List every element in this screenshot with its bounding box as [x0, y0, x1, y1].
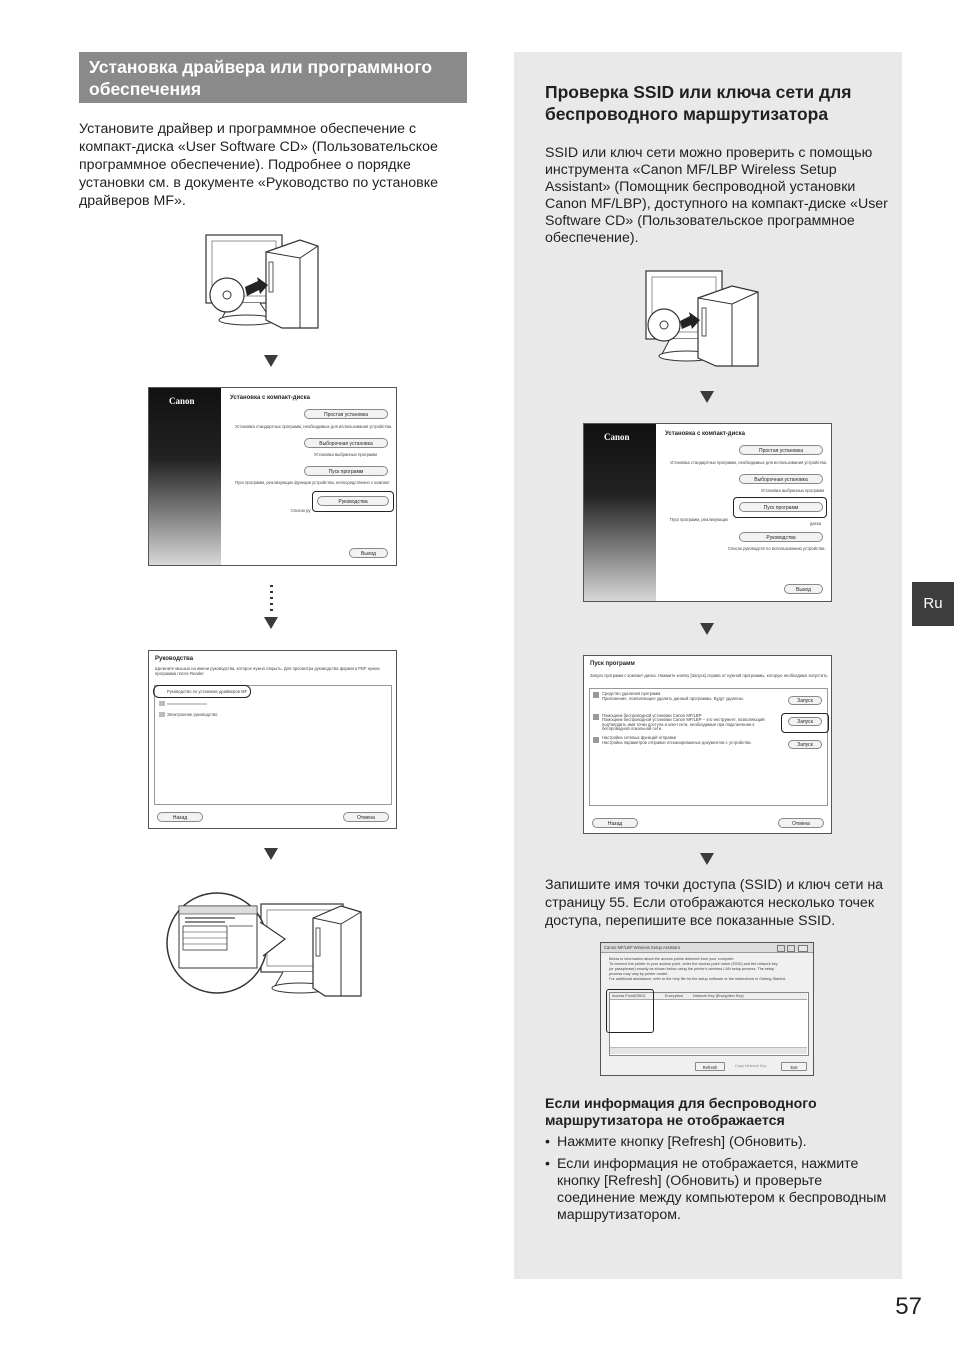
start-program-desc: Пуск программ, реализующих [670, 517, 729, 522]
right-paragraph: SSID или ключ сети можно проверить с помощью инструмента «Canon MF/LBP Wireless Setup Assistant» (Помощник беспроводной установки Canon MF/LBP), доступного на компакт-диске «User Software CD» (Пользовательское программное обеспечение). [545, 145, 888, 246]
custom-install-desc: Установка выбранных программ [761, 488, 825, 493]
custom-install-desc: Установка выбранных программ [314, 452, 378, 457]
step-arrow [264, 355, 278, 367]
cd-installer-window [583, 423, 832, 602]
dotted-connector [270, 585, 273, 615]
language-tab: Ru [912, 582, 954, 626]
manuals-desc: Список ру [291, 508, 311, 513]
insert-cd-illustration [640, 268, 760, 368]
start-programs-window [583, 655, 832, 834]
column-encryption[interactable]: Encryption [665, 994, 683, 998]
wireless-info-line-2: To connect the printer to your access point, enter the access point name (SSID) and the network key [609, 962, 778, 966]
easy-install-button[interactable]: Простая установка [739, 445, 823, 455]
maximize-icon[interactable] [787, 945, 795, 952]
step-arrow [700, 853, 714, 865]
canon-logo: Canon [604, 432, 630, 442]
manuals-button[interactable]: Руководства [317, 496, 389, 506]
custom-install-button[interactable]: Выборочная установка [739, 474, 823, 484]
back-button[interactable]: Назад [157, 812, 203, 822]
installer-title: Установка с компакт-диска [665, 431, 745, 437]
manuals-button[interactable]: Руководства [739, 532, 823, 542]
start-program-desc: Пуск программ, реализующих функции устройства, непосредственно с компакт [235, 480, 390, 485]
highlight-frame [312, 491, 394, 512]
close-icon[interactable] [798, 945, 808, 952]
cd-installer-window [148, 387, 397, 566]
wireless-setup-window [600, 942, 814, 1076]
horizontal-scrollbar[interactable] [610, 1047, 807, 1054]
manual-item-placeholder [167, 703, 207, 705]
insert-cd-illustration [200, 232, 320, 332]
exit-button[interactable]: Выход [784, 584, 823, 594]
wireless-icon [593, 714, 599, 720]
copy-network-key-button[interactable]: Copy Network Key [735, 1064, 767, 1068]
note-heading: Если информация для беспроводного маршрутизатора не отображается [545, 1096, 817, 1129]
manuals-window-desc: Щелкните мышью на имени руководства, которое нужно открыть. Для просмотра руководства формата PDF нужна программа после Reader. [155, 666, 380, 676]
program-name-uninstall: Средство удаления программ [602, 691, 661, 696]
step-arrow [700, 623, 714, 635]
step-arrow [264, 848, 278, 860]
minimize-icon[interactable] [777, 945, 785, 952]
refresh-button[interactable]: Refresh [695, 1062, 725, 1071]
cancel-button[interactable]: Отмена [778, 818, 824, 828]
uninstall-icon [593, 692, 599, 698]
step-arrow [700, 391, 714, 403]
section-heading-right: Проверка SSID или ключа сети для беспроводного маршрутизатора [545, 82, 852, 124]
wireless-window-title: Canon MF/LBP Wireless Setup Assistant [604, 945, 680, 950]
start-program-button[interactable]: Пуск программ [304, 466, 388, 476]
document-icon [159, 712, 165, 717]
page-number: 57 [895, 1293, 922, 1320]
run-button[interactable]: Запуск [788, 740, 822, 749]
column-network-key[interactable]: Network Key (Encryption Key) [693, 994, 744, 998]
program-name-send: Настройка сетевых функций отправки [602, 735, 677, 740]
installer-side-panel [149, 388, 221, 565]
start-window-desc: Запуск программ с компакт-диска. Нажмите кнопку [Запуск] справа от нужной программы, которую необходимо запустить. [590, 673, 829, 678]
note-bullets [545, 1134, 890, 1229]
section-heading-left: Установка драйвера или программного обеспечения [79, 52, 467, 103]
manuals-window [148, 650, 397, 829]
step-arrow [264, 617, 278, 629]
manuals-window-title: Руководства [155, 656, 194, 662]
start-window-title: Пуск программ [590, 661, 635, 667]
program-name-wireless: Помощник беспроводной установки Canon MF/LBP [602, 713, 702, 718]
program-desc-wireless: Помощник беспроводной установки Canon MF/LBP – это инструмент, позволяющий подтвердить имя точки доступа и ключ сети, необходимые при подключении к беспроводной локальной сети. [602, 717, 765, 732]
wireless-info-line-4: process may vary by printer model. [609, 972, 669, 976]
highlight-frame [153, 685, 251, 698]
manual-item-e-manual[interactable]: Электронное руководство [167, 712, 218, 717]
wireless-info-line-1: Below is information about the access points detected from your computer. [609, 957, 735, 961]
exit-button[interactable]: Exit [781, 1062, 807, 1071]
right-paragraph-2: Запишите имя точки доступа (SSID) и ключ сети на страницу 55. Если отображаются несколько точек доступа, перепишите все показанные SSID. [545, 877, 884, 929]
installer-side-panel [584, 424, 656, 601]
highlight-frame [606, 989, 654, 1033]
program-desc-uninstall: Приложение, позволяющее удалить данный программы. Будут удалены. [602, 696, 744, 701]
view-manual-illustration [165, 884, 365, 1004]
wireless-info-line-5: For additional assistance, refer to the help file for the setup software or the instructions in Getting Started. [609, 977, 786, 981]
back-button[interactable]: Назад [592, 818, 638, 828]
easy-install-desc: Установка стандартных программ, необходимых для использования устройства. [670, 460, 828, 465]
run-button[interactable]: Запуск [788, 696, 822, 705]
exit-button[interactable]: Выход [349, 548, 388, 558]
start-program-button[interactable]: Пуск программ [739, 502, 823, 512]
manual-item-install-guide[interactable]: Руководство по установке драйверов MF [167, 689, 248, 694]
highlight-frame [781, 713, 829, 733]
highlight-frame [733, 497, 827, 518]
run-wireless-button[interactable]: Запуск [788, 717, 822, 726]
send-icon [593, 737, 599, 743]
left-paragraph: Установите драйвер и программное обеспечение с компакт-диска «User Software CD» (Пользовательское программное обеспечение). Подробнее о порядке установки см. в документе «Руководство по установке драйверов MF». [79, 121, 438, 209]
custom-install-button[interactable]: Выборочная установка [304, 438, 388, 448]
bullet-item: • Если информация не отображается, нажмите кнопку [Refresh] (Обновить) и проверьте соединение между компьютером к беспроводным маршрутизатором. [545, 1156, 890, 1224]
installer-title: Установка с компакт-диска [230, 395, 310, 401]
program-desc-send: Настройка параметров отправки отсканированных документов с устройства. [602, 740, 752, 745]
easy-install-button[interactable]: Простая установка [304, 409, 388, 419]
disk-label: диска [810, 521, 822, 526]
wireless-info-line-3: (or passphrase) exactly as shown below using the printer's wireless LAN setup process. The setup [609, 967, 775, 971]
column-ssid[interactable]: Access Point(SSID) [612, 994, 646, 998]
cancel-button[interactable]: Отмена [343, 812, 389, 822]
easy-install-desc: Установка стандартных программ, необходимых для использования устройства. [235, 424, 393, 429]
bullet-item: • Нажмите кнопку [Refresh] (Обновить). [545, 1134, 890, 1151]
canon-logo: Canon [169, 396, 195, 406]
document-icon [159, 701, 165, 706]
manuals-desc: Список руководств по использованию устройства. [728, 546, 826, 551]
